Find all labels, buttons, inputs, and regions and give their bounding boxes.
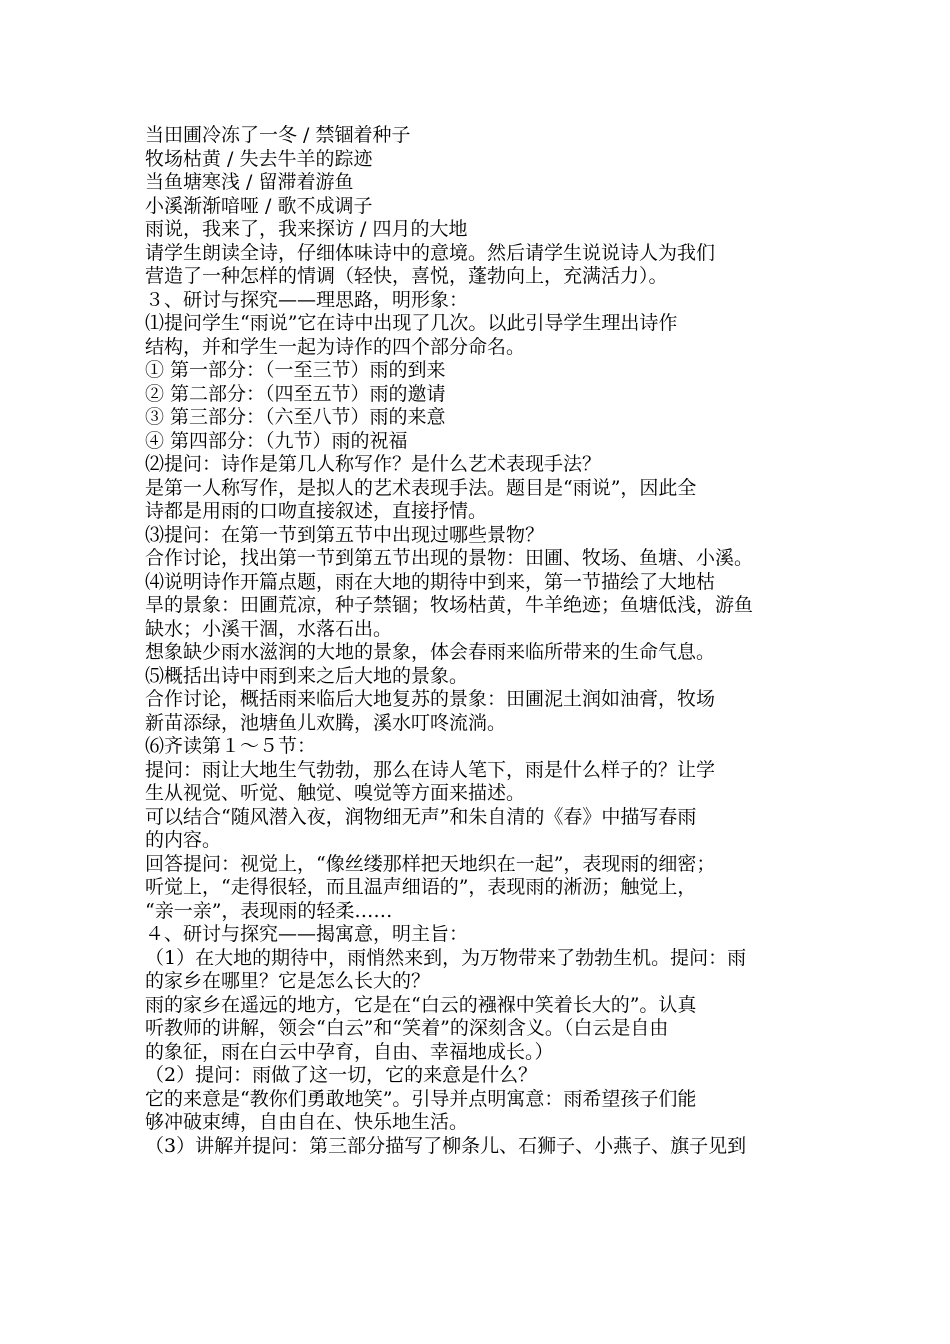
text-line: 是第一人称写作，是拟人的艺术表现手法。题目是“雨说”，因此全 (145, 476, 697, 499)
text-line: ⑷说明诗作开篇点题，雨在大地的期待中到来，第一节描绘了大地枯 (145, 570, 716, 593)
text-line: ⑶提问：在第一节到第五节中出现过哪些景物？ (145, 523, 545, 546)
text-line: 听教师的讲解，领会“白云”和“笑着”的深刻含义。（白云是自由 (145, 1017, 669, 1039)
text-line: （2）提问：雨做了这一切，它的来意是什么？ (145, 1064, 538, 1086)
text-line: 合作讨论，找出第一节到第五节出现的景物：田圃、牧场、鱼塘、小溪。 (145, 547, 754, 569)
text-line: ４、研讨与探究——揭寓意，明主旨： (145, 923, 469, 945)
text-line: ③ 第三部分：（六至八节）雨的来意 (145, 406, 446, 428)
text-line: 生从视觉、听觉、触觉、嗅觉等方面来描述。 (145, 782, 526, 804)
text-line: ② 第二部分：（四至五节）雨的邀请 (145, 382, 446, 405)
text-line: 当鱼塘寒浅 / 留滞着游鱼 (145, 171, 354, 193)
text-line: 牧场枯黄 / 失去牛羊的踪迹 (145, 147, 373, 170)
text-line: 诗都是用雨的口吻直接叙述，直接抒情。 (145, 500, 488, 522)
text-line: 合作讨论，概括雨来临后大地复苏的景象：田圃泥土润如油膏，牧场 (145, 688, 716, 710)
text-line: 的象征，雨在白云中孕育，自由、幸福地成长。） (145, 1040, 554, 1063)
text-line: “亲一亲”，表现雨的轻柔…… (145, 899, 393, 922)
text-line: 当田圃冷冻了一冬 / 禁锢着种子 (145, 124, 411, 146)
text-line: 可以结合“随风潜入夜，润物细无声”和朱自清的《春》中描写春雨 (145, 805, 697, 828)
text-line: ⑵提问：诗作是第几人称写作？是什么艺术表现手法？ (145, 453, 602, 475)
text-line: 雨说，我来了，我来探访 / 四月的大地 (145, 218, 468, 240)
text-line: 想象缺少雨水滋润的大地的景象，体会春雨来临所带来的生命气息。 (145, 641, 716, 663)
text-line: 请学生朗读全诗，仔细体味诗中的意境。然后请学生说说诗人为我们 (145, 241, 716, 264)
text-line: 它的来意是“教你们勇敢地笑”。引导并点明寓意：雨希望孩子们能 (145, 1087, 697, 1110)
text-line: 听觉上，“走得很轻，而且温声细语的”，表现雨的淅沥；触觉上， (145, 876, 697, 898)
text-line: 提问：雨让大地生气勃勃，那么在诗人笔下，雨是什么样子的？让学 (145, 758, 716, 781)
text-line: 雨的家乡在遥远的地方，它是在“白云的襁褓中笑着长大的”。认真 (145, 993, 697, 1016)
text-line: 小溪渐渐喑哑 / 歌不成调子 (145, 194, 373, 217)
text-line: ⑸概括出诗中雨到来之后大地的景象。 (145, 664, 469, 687)
text-line: ３、研讨与探究——理思路，明形象： (145, 288, 469, 311)
text-line: ① 第一部分：（一至三节）雨的到来 (145, 359, 446, 381)
text-line: （3）讲解并提问：第三部分描写了柳条儿、石狮子、小燕子、旗子见到 (145, 1134, 747, 1157)
text-line: ⑹齐读第１～５节： (145, 735, 317, 757)
text-line: 的内容。 (145, 829, 222, 851)
text-line: 营造了一种怎样的情调（轻快，喜悦，蓬勃向上，充满活力）。 (145, 265, 668, 287)
text-line: 够冲破束缚，自由自在、快乐地生活。 (145, 1111, 469, 1133)
text-line: 缺水；小溪干涸，水落石出。 (145, 617, 393, 640)
text-line: 新苗添绿，池塘鱼儿欢腾，溪水叮咚流淌。 (145, 711, 507, 734)
text-line: ⑴提问学生“雨说”它在诗中出现了几次。以此引导学生理出诗作 (145, 312, 678, 334)
text-line: ④ 第四部分：（九节）雨的祝福 (145, 429, 408, 452)
text-line: 的家乡在哪里？它是怎么长大的？ (145, 970, 431, 992)
text-line: 回答提问：视觉上，“像丝缕那样把天地织在一起”，表现雨的细密； (145, 852, 716, 875)
text-line: （1）在大地的期待中，雨悄然来到，为万物带来了勃勃生机。提问：雨 (145, 946, 747, 969)
document-body (145, 124, 815, 1158)
text-line: 结构，并和学生一起为诗作的四个部分命名。 (145, 335, 526, 358)
text-line: 旱的景象：田圃荒凉，种子禁锢；牧场枯黄，牛羊绝迹；鱼塘低浅，游鱼 (145, 594, 754, 616)
